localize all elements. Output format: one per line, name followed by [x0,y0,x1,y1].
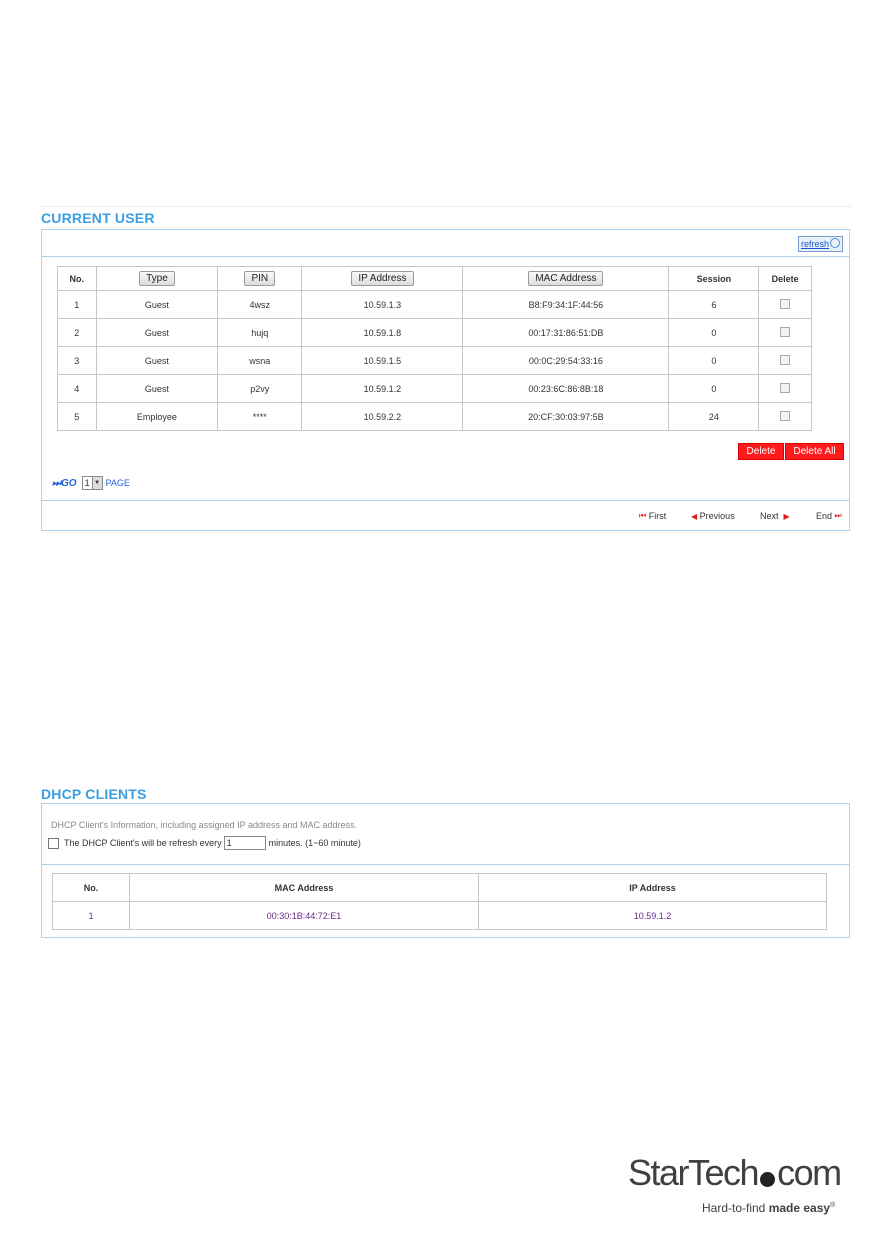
pager-first-label: First [648,511,667,521]
delete-checkbox[interactable] [780,355,790,365]
delete-checkbox[interactable] [780,411,790,421]
col-ip [302,267,463,291]
dhcp-divider [42,864,849,865]
current-user-title: CURRENT USER [41,210,155,226]
cell-no: 1 [53,902,130,930]
registered-mark: ® [830,1202,836,1209]
cell-pin: wsna [218,347,302,375]
delete-checkbox[interactable] [780,299,790,309]
cell-type: Guest [96,319,218,347]
page-select[interactable] [82,476,103,490]
logo-brand-right: com [777,1152,841,1193]
table-row [58,403,812,431]
cell-no: 4 [58,375,97,403]
refresh-prefix: The DHCP Client's will be refresh every [64,838,222,848]
dhcp-title: DHCP CLIENTS [41,786,147,802]
pager-divider [42,500,849,501]
cell-session: 24 [669,403,759,431]
current-user-table [57,266,812,431]
cell-delete [759,319,812,347]
go-button[interactable] [52,478,77,489]
table-row [53,902,827,930]
col-session: Session [669,267,759,291]
table-row [58,291,812,319]
logo-wordmark [628,1152,841,1194]
page-go-row [52,476,130,490]
cell-type: Guest [96,375,218,403]
dhcp-panel [41,803,850,938]
table-row [58,347,812,375]
cell-session: 0 [669,375,759,403]
end-icon: ⏭ [834,511,842,520]
chevron-down-icon: ▼ [92,477,102,489]
delete-button[interactable]: Delete [738,443,784,460]
cell-mac: 00:0C:29:54:33:16 [463,347,669,375]
dhcp-table [52,873,827,930]
cell-pin: p2vy [218,375,302,403]
cell-type: Guest [96,291,218,319]
refresh-label: refresh [800,239,829,249]
cell-type: Employee [96,403,218,431]
startech-logo [628,1152,858,1222]
pager-next[interactable] [760,511,790,521]
cell-session: 0 [669,347,759,375]
refresh-suffix: minutes. (1~60 minute) [268,838,361,848]
logo-dot-icon [760,1172,775,1187]
next-icon: ▶ [783,511,790,521]
cell-ip: 10.59.1.3 [302,291,463,319]
col-mac [463,267,669,291]
cell-mac: 00:30:1B:44:72:E1 [130,902,479,930]
cell-no: 3 [58,347,97,375]
cell-type: Guest [96,347,218,375]
refresh-icon [830,238,840,248]
pager-first[interactable] [639,511,666,521]
cell-ip: 10.59.1.2 [302,375,463,403]
col-type [96,267,218,291]
sort-ip-button[interactable]: IP Address [351,271,413,286]
table-row [58,319,812,347]
pager-previous[interactable] [691,511,735,521]
cell-delete [759,291,812,319]
col-mac: MAC Address [130,874,479,902]
cell-mac: B8:F9:34:1F:44:56 [463,291,669,319]
tagline-bold: made easy [768,1201,831,1215]
auto-refresh-checkbox[interactable] [48,838,59,849]
delete-checkbox[interactable] [780,383,790,393]
refresh-button[interactable] [798,236,843,252]
sort-pin-button[interactable]: PIN [244,271,275,286]
current-user-toolbar [42,230,849,257]
cell-pin: **** [218,403,302,431]
col-no: No. [53,874,130,902]
cell-delete [759,347,812,375]
cell-mac: 00:17:31:86:51:DB [463,319,669,347]
logo-tagline [702,1201,835,1215]
cell-ip: 10.59.1.5 [302,347,463,375]
col-pin [218,267,302,291]
table-row [58,375,812,403]
col-no: No. [58,267,97,291]
cell-mac: 20:CF:30:03:97:5B [463,403,669,431]
dhcp-refresh-row [48,836,361,850]
pager-next-label: Next [760,511,779,521]
cell-ip: 10.59.1.2 [479,902,827,930]
cell-ip: 10.59.1.8 [302,319,463,347]
cell-no: 5 [58,403,97,431]
go-label: GO [61,477,77,489]
logo-brand-left: StarTech [628,1152,759,1193]
page-select-value: 1 [84,478,90,488]
current-user-panel [41,229,850,531]
cell-no: 1 [58,291,97,319]
refresh-interval-input[interactable]: 1 [224,836,266,850]
cell-delete [759,375,812,403]
col-delete: Delete [759,267,812,291]
pager-previous-label: Previous [699,511,735,521]
page-label: PAGE [105,478,130,488]
delete-checkbox[interactable] [780,327,790,337]
first-icon: ⏮ [639,511,647,520]
sort-type-button[interactable]: Type [139,271,175,286]
cell-ip: 10.59.2.2 [302,403,463,431]
tagline-plain: Hard-to-find [702,1201,769,1215]
cell-session: 0 [669,319,759,347]
pager-end-label: End [816,511,833,521]
cell-no: 2 [58,319,97,347]
sort-mac-button[interactable]: MAC Address [528,271,603,286]
pager-end[interactable] [816,511,842,521]
cell-pin: hujq [218,319,302,347]
cell-pin: 4wsz [218,291,302,319]
delete-all-button[interactable]: Delete All [785,443,844,460]
skip-icon: ⏭ [52,477,61,489]
previous-icon: ◀ [691,511,698,521]
cell-mac: 00:23:6C:86:8B:18 [463,375,669,403]
cell-delete [759,403,812,431]
col-ip: IP Address [479,874,827,902]
top-divider [41,206,851,207]
dhcp-description: DHCP Client's Information, including assigned IP address and MAC address. [51,820,358,830]
cell-session: 6 [669,291,759,319]
